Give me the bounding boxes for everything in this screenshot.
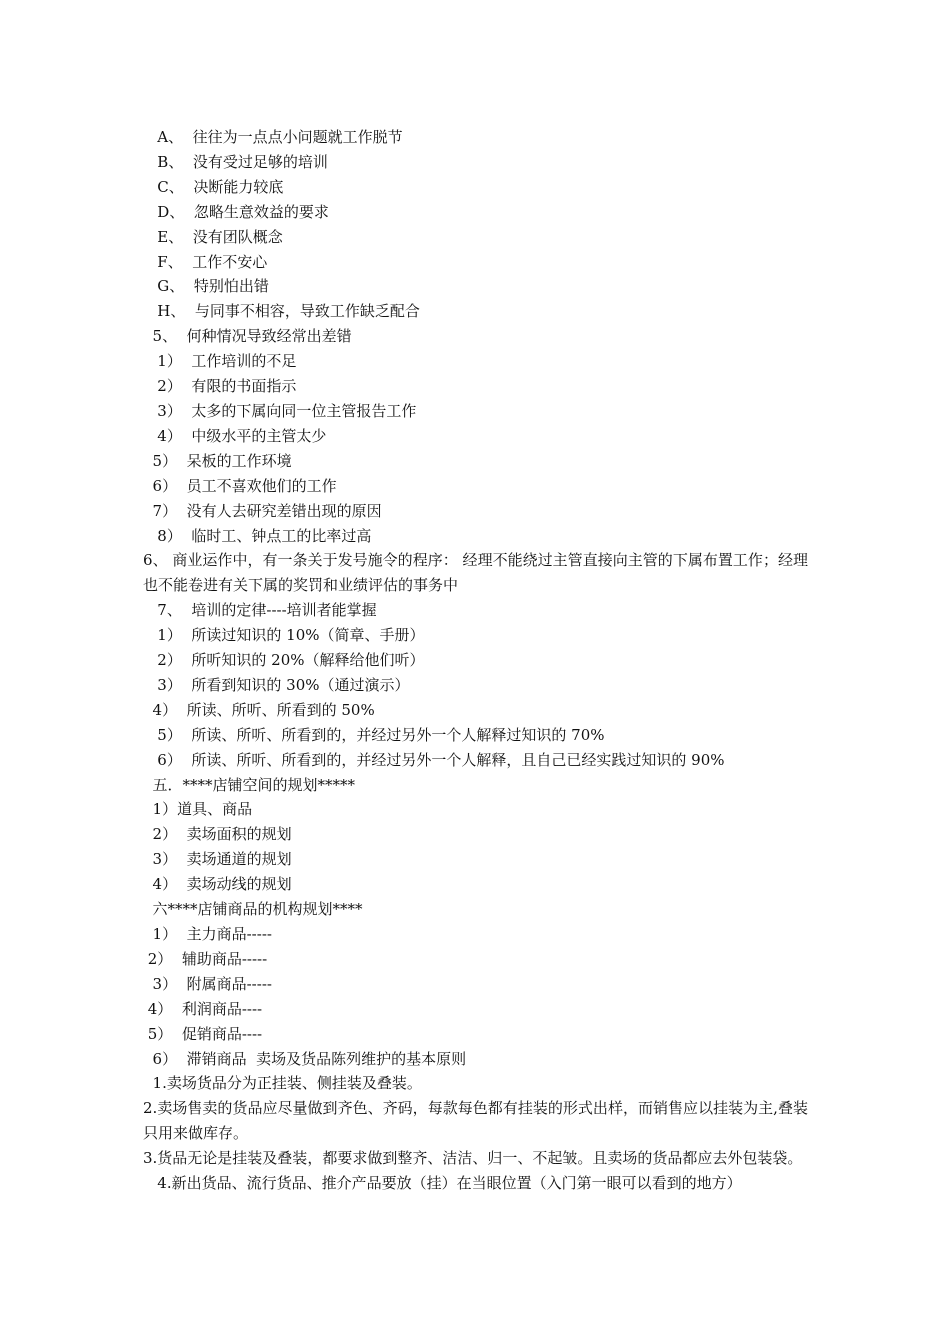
- list-item-f: F、 工作不安心: [143, 252, 268, 271]
- list-item-e: E、 没有团队概念: [143, 227, 283, 246]
- list-item-five-4: 4） 卖场动线的规划: [143, 875, 292, 894]
- list-item-five-1: 1）道具、商品: [143, 800, 253, 819]
- list-item-5-6: 6） 员工不喜欢他们的工作: [143, 476, 337, 495]
- list-item-h: H、 与同事不相容，导致工作缺乏配合: [143, 302, 420, 321]
- list-item-7-5: 5） 所读、所听、所看到的，并经过另外一个人解释过知识的 70%: [143, 725, 605, 744]
- principle-1: 1.卖场货品分为正挂装、侧挂装及叠装。: [143, 1074, 422, 1093]
- document-body: [143, 125, 808, 1196]
- section-heading-5: 5、 何种情况导致经常出差错: [143, 327, 352, 346]
- list-item-7-2: 2） 所听知识的 20%（解释给他们听）: [143, 651, 425, 670]
- list-item-six-2: 2） 辅助商品-----: [143, 949, 268, 968]
- list-item-six-3: 3） 附属商品-----: [143, 974, 272, 993]
- section-heading-7: 7、 培训的定律----培训者能掌握: [143, 601, 377, 620]
- list-item-7-3: 3） 所看到知识的 30%（通过演示）: [143, 675, 410, 694]
- list-item-c: C、 决断能力较底: [143, 177, 284, 196]
- list-item-six-5: 5） 促销商品----: [143, 1024, 263, 1043]
- principle-3: 3.货品无论是挂装及叠装，都要求做到整齐、洁洁、归一、不起皱。且卖场的货品都应去外包装袋。: [143, 1149, 803, 1168]
- section-heading-five: 五．****店铺空间的规划*****: [143, 775, 356, 794]
- list-item-5-7: 7） 没有人去研究差错出现的原因: [143, 501, 382, 520]
- list-item-d: D、 忽略生意效益的要求: [143, 202, 329, 221]
- list-item-5-1: 1） 工作培训的不足: [143, 352, 297, 371]
- list-item-g: G、 特别怕出错: [143, 277, 269, 296]
- list-item-six-4: 4） 利润商品----: [143, 999, 263, 1018]
- list-item-5-3: 3） 太多的下属向同一位主管报告工作: [143, 401, 417, 420]
- list-item-five-3: 3） 卖场通道的规划: [143, 850, 292, 869]
- list-item-six-1: 1） 主力商品-----: [143, 925, 272, 943]
- section-heading-six: 六****店铺商品的机构规划****: [143, 900, 363, 919]
- list-item-5-2: 2） 有限的书面指示: [143, 377, 297, 396]
- list-item-7-4: 4） 所读、所听、所看到的 50%: [143, 700, 375, 719]
- list-item-five-2: 2） 卖场面积的规划: [143, 825, 292, 844]
- principle-4: 4.新出货品、流行货品、推介产品要放（挂）在当眼位置（入门第一眼可以看到的地方）: [143, 1174, 742, 1193]
- list-item-six-6: 6） 滞销商品 卖场及货品陈列维护的基本原则: [143, 1049, 467, 1068]
- list-item-b: B、 没有受过足够的培训: [143, 152, 328, 171]
- principle-2: 2.卖场售卖的货品应尽量做到齐色、齐码，每款每色都有挂装的形式出样，而销售应以挂装为主,叠装只用来做库存。: [143, 1099, 808, 1143]
- list-item-a: A、 往往为一点点小问题就工作脱节: [143, 128, 403, 146]
- list-item-5-4: 4） 中级水平的主管太少: [143, 426, 327, 445]
- list-item-5-8: 8） 临时工、钟点工的比率过高: [143, 526, 372, 545]
- list-item-5-5: 5） 呆板的工作环境: [143, 451, 292, 470]
- list-item-7-6: 6） 所读、所听、所看到的，并经过另外一个人解释，且自己已经实践过知识的 90%: [143, 750, 725, 769]
- list-item-7-1: 1） 所读过知识的 10%（简章、手册）: [143, 626, 425, 645]
- section-paragraph-6: 6、 商业运作中，有一条关于发号施令的程序： 经理不能绕过主管直接向主管的下属布置工作；经理也不能卷进有关下属的奖罚和业绩评估的事务中: [143, 551, 808, 595]
